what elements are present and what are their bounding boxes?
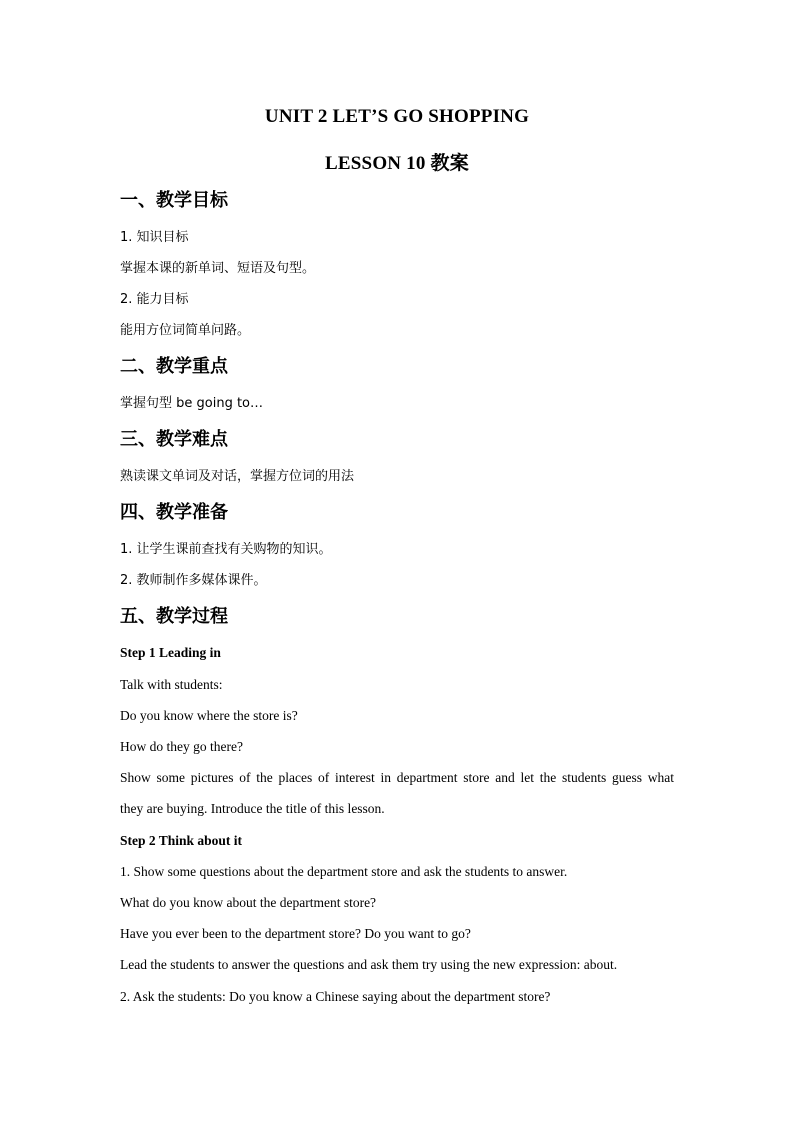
step-2-line: What do you know about the department store? <box>120 895 377 910</box>
preparation-item-1: 1. 让学生课前查找有关购物的知识。 <box>120 542 332 557</box>
step-1-line: they are buying. Introduce the title of this lesson. <box>120 801 385 816</box>
key-points-text: 掌握句型 be going to… <box>120 396 264 411</box>
step-1-line: Talk with students: <box>120 677 223 692</box>
step-1-line: Show some pictures of the places of interest in department store and let the students guess what <box>120 770 674 785</box>
section-heading-procedure: 五、教学过程 <box>120 606 228 627</box>
objective-ability-text: 能用方位词简单问路。 <box>120 323 251 338</box>
document-title: UNIT 2 LET’S GO SHOPPING <box>264 106 530 127</box>
lesson-title: LESSON 10 教案 <box>325 153 469 174</box>
section-heading-objectives: 一、教学目标 <box>120 190 228 211</box>
section-heading-difficulties: 三、教学难点 <box>120 429 228 450</box>
step-1-title: Step 1 Leading in <box>120 645 221 660</box>
step-1-line: Do you know where the store is? <box>120 708 298 723</box>
step-1-line: How do they go there? <box>120 739 243 754</box>
step-2-line: 2. Ask the students: Do you know a Chinese saying about the department store? <box>120 989 551 1004</box>
section-heading-preparation: 四、教学准备 <box>120 502 228 523</box>
step-2-line: 1. Show some questions about the department store and ask the students to answer. <box>120 864 568 879</box>
step-2-title: Step 2 Think about it <box>120 833 243 848</box>
step-2-line: Have you ever been to the department store? Do you want to go? <box>120 926 471 941</box>
objective-knowledge-label: 1. 知识目标 <box>120 230 189 245</box>
step-2-line: Lead the students to answer the questions and ask them try using the new expression: about. <box>120 957 618 972</box>
objective-knowledge-text: 掌握本课的新单词、短语及句型。 <box>120 261 316 276</box>
section-heading-key-points: 二、教学重点 <box>120 356 228 377</box>
difficulties-text: 熟读课文单词及对话，掌握方位词的用法 <box>120 469 355 484</box>
objective-ability-label: 2. 能力目标 <box>120 292 189 307</box>
preparation-item-2: 2. 教师制作多媒体课件。 <box>120 573 267 588</box>
